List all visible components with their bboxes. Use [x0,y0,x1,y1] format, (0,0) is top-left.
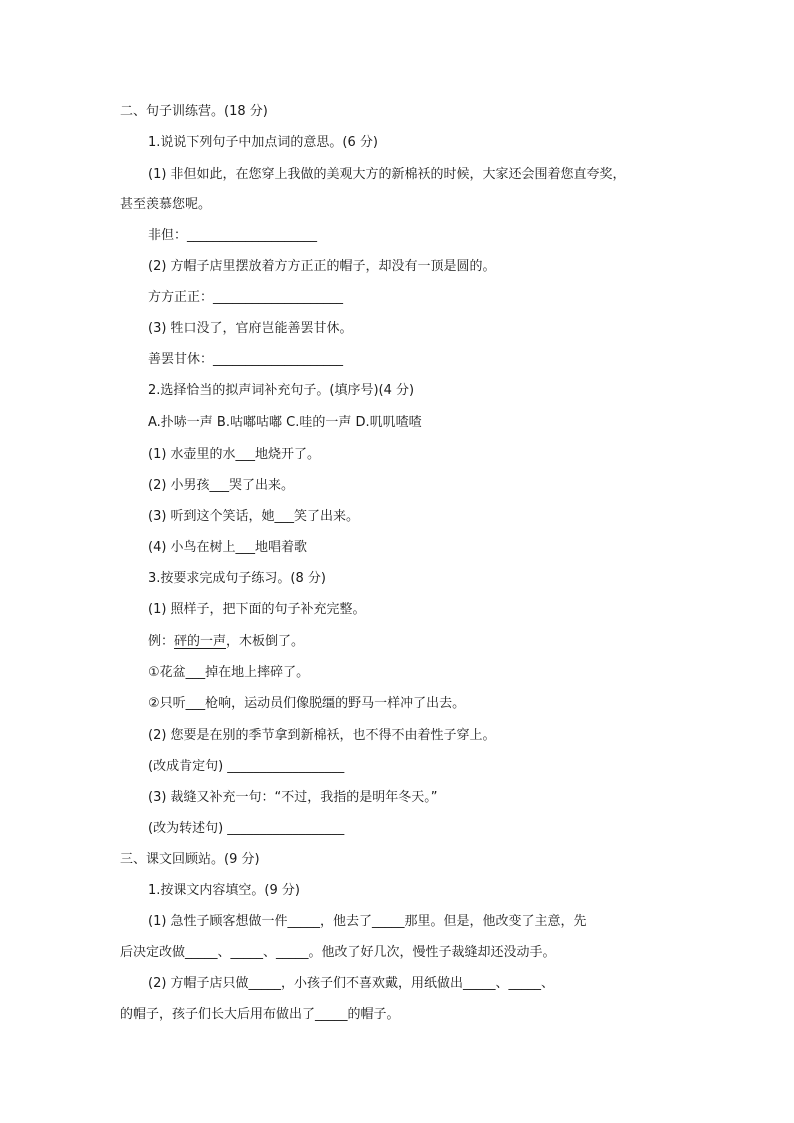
q3-exercise-1: ①花盆___掉在地上摔碎了。 [148,665,310,680]
q2-item-4: (4) 小鸟在树上___地唱着歌 [148,540,308,555]
s3-q1-title: 1.按课文内容填空。(9 分) [148,883,300,898]
q3-part-2-task: (改成肯定句) __________________ [148,759,345,774]
q1-sentence-1-line-2: 甚至羡慕您呢。 [120,197,212,212]
section-3-heading: 三、课文回顾站。(9 分) [120,852,260,867]
example-rest: ，木板倒了。 [226,634,305,649]
q1-sentence-1-line-1: (1) 非但如此，在您穿上我做的美观大方的新棉袄的时候，大家还会围着您直夸奖， [148,167,626,182]
q3-example [148,632,304,652]
q3-part-2: (2) 您要是在别的季节拿到新棉袄，也不得不由着性子穿上。 [148,728,496,743]
q3-part-1: (1) 照样子，把下面的句子补充完整。 [148,602,366,617]
q2-item-1: (1) 水壶里的水___地烧开了。 [148,447,321,462]
section-2-heading: 二、句子训练营。(18 分) [120,104,268,119]
example-underlined-phrase: 砰的一声 [174,634,227,649]
q3-part-3-task: (改为转述句) __________________ [148,821,345,836]
q2-item-3: (3) 听到这个笑话，她___笑了出来。 [148,509,360,524]
q1-answer-1: 非但：____________________ [148,228,318,243]
s3-sentence-2-line-2: 的帽子，孩子们长大后用布做出了_____的帽子。 [120,1007,400,1022]
q3-title: 3.按要求完成句子练习。(8 分) [148,571,326,586]
q2-item-2: (2) 小男孩___哭了出来。 [148,478,295,493]
q3-part-3: (3) 裁缝又补充一句：“不过，我指的是明年冬天。” [148,790,438,805]
q2-options: A.扑哧一声 B.咕嘟咕嘟 C.哇的一声 D.叽叽喳喳 [148,415,422,430]
example-label: 例： [148,634,175,649]
q1-answer-3: 善罢甘休：____________________ [148,352,344,367]
s3-sentence-1-line-1: (1) 急性子顾客想做一件_____，他去了_____那里。但是，他改变了主意，先 [148,914,587,929]
q1-sentence-3: (3) 牲口没了，官府岂能善罢甘休。 [148,321,353,336]
q1-title: 1.说说下列句子中加点词的意思。(6 分) [148,135,378,150]
q1-sentence-2: (2) 方帽子店里摆放着方方正正的帽子，却没有一顶是圆的。 [148,259,496,274]
q1-answer-2: 方方正正：____________________ [148,290,344,305]
q3-exercise-2: ②只听___枪响，运动员们像脱缰的野马一样冲了出去。 [148,696,466,711]
s3-sentence-2-line-1: (2) 方帽子店只做_____，小孩子们不喜欢戴，用纸做出_____、_____、 [148,976,555,991]
q2-title: 2.选择恰当的拟声词补充句子。(填序号)(4 分) [148,383,415,398]
s3-sentence-1-line-2: 后决定改做_____、_____、_____。他改了好几次，慢性子裁缝却还没动手。 [120,945,556,960]
